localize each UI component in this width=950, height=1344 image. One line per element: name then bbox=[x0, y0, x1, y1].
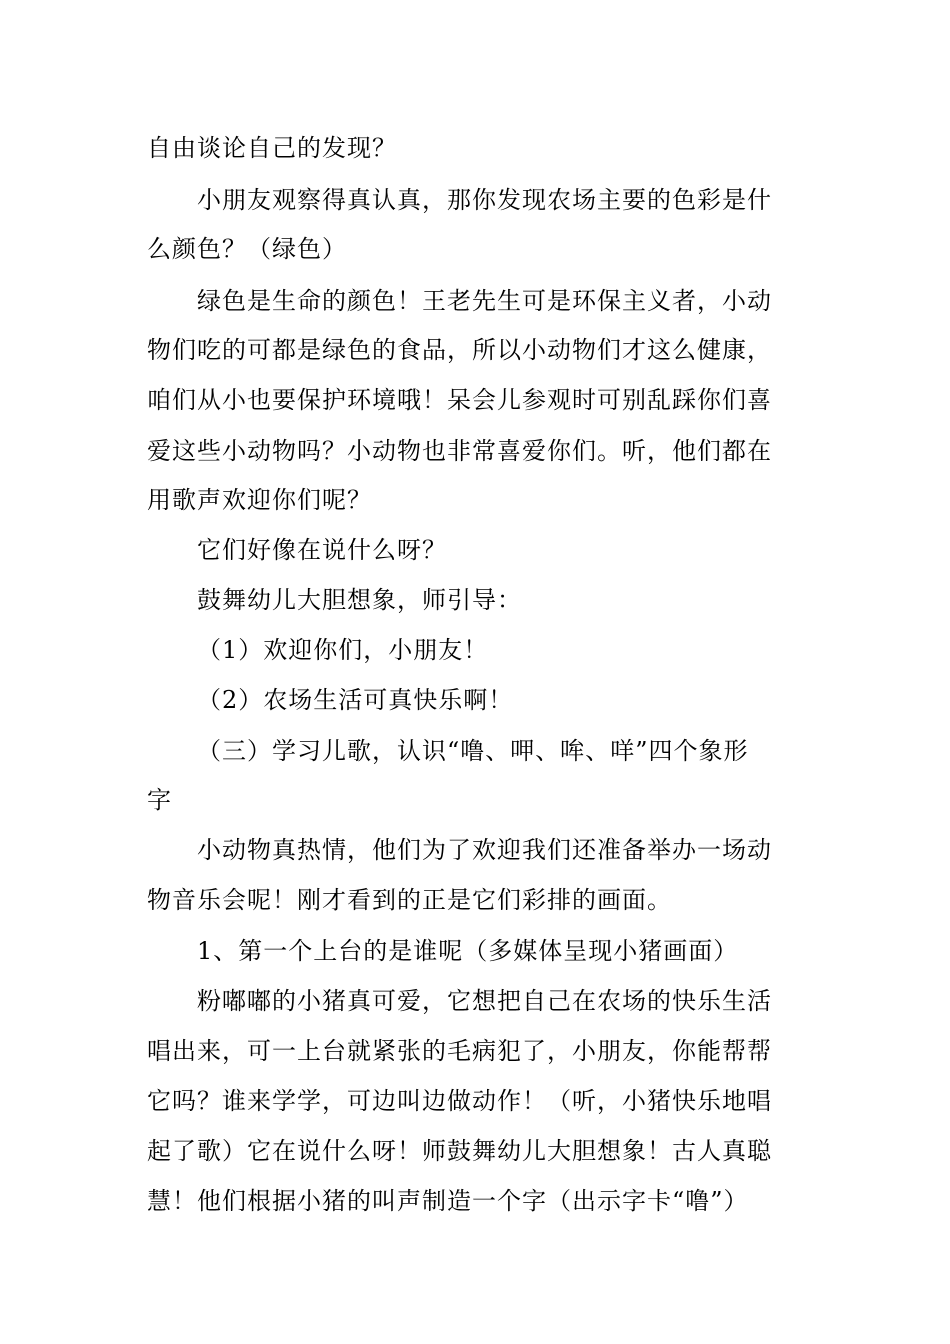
text-line: 么颜色？（绿色） bbox=[147, 235, 347, 263]
text-line: 字 bbox=[147, 786, 172, 814]
text-line: 鼓舞幼儿大胆想象，师引导： bbox=[197, 586, 522, 614]
text-line: 粉嘟嘟的小猪真可爱，它想把自己在农场的快乐生活 bbox=[197, 987, 772, 1015]
list-item: （1）欢迎你们，小朋友！ bbox=[197, 636, 489, 664]
list-item: （2）农场生活可真快乐啊！ bbox=[197, 686, 514, 714]
text-line: 起了歌）它在说什么呀！师鼓舞幼儿大胆想象！古人真聪 bbox=[147, 1137, 772, 1165]
text-line: 慧！他们根据小猪的叫声制造一个字（出示字卡“噜”） bbox=[147, 1187, 749, 1215]
text-line: 物们吃的可都是绿色的食品，所以小动物们才这么健康， bbox=[147, 336, 772, 364]
text-line: 1、第一个上台的是谁呢（多媒体呈现小猪画面） bbox=[197, 937, 739, 965]
text-line: 咱们从小也要保护环境哦！呆会儿参观时可别乱踩你们喜 bbox=[147, 386, 772, 414]
text-line: 它们好像在说什么呀？ bbox=[197, 536, 447, 564]
text-line: 自由谈论自己的发现？ bbox=[147, 134, 397, 162]
section-heading: （三）学习儿歌，认识“噜、呷、哞、咩”四个象形 bbox=[197, 737, 749, 765]
text-line: 唱出来，可一上台就紧张的毛病犯了，小朋友，你能帮帮 bbox=[147, 1037, 772, 1065]
text-line: 小动物真热情，他们为了欢迎我们还准备举办一场动 bbox=[197, 836, 772, 864]
text-line: 用歌声欢迎你们呢？ bbox=[147, 486, 372, 514]
text-line: 小朋友观察得真认真，那你发现农场主要的色彩是什 bbox=[197, 186, 772, 214]
text-line: 物音乐会呢！刚才看到的正是它们彩排的画面。 bbox=[147, 886, 672, 914]
text-line: 绿色是生命的颜色！王老先生可是环保主义者，小动 bbox=[197, 287, 772, 315]
text-line: 它吗？谁来学学，可边叫边做动作！（听，小猪快乐地唱 bbox=[147, 1087, 772, 1115]
text-line: 爱这些小动物吗？小动物也非常喜爱你们。听，他们都在 bbox=[147, 437, 772, 465]
